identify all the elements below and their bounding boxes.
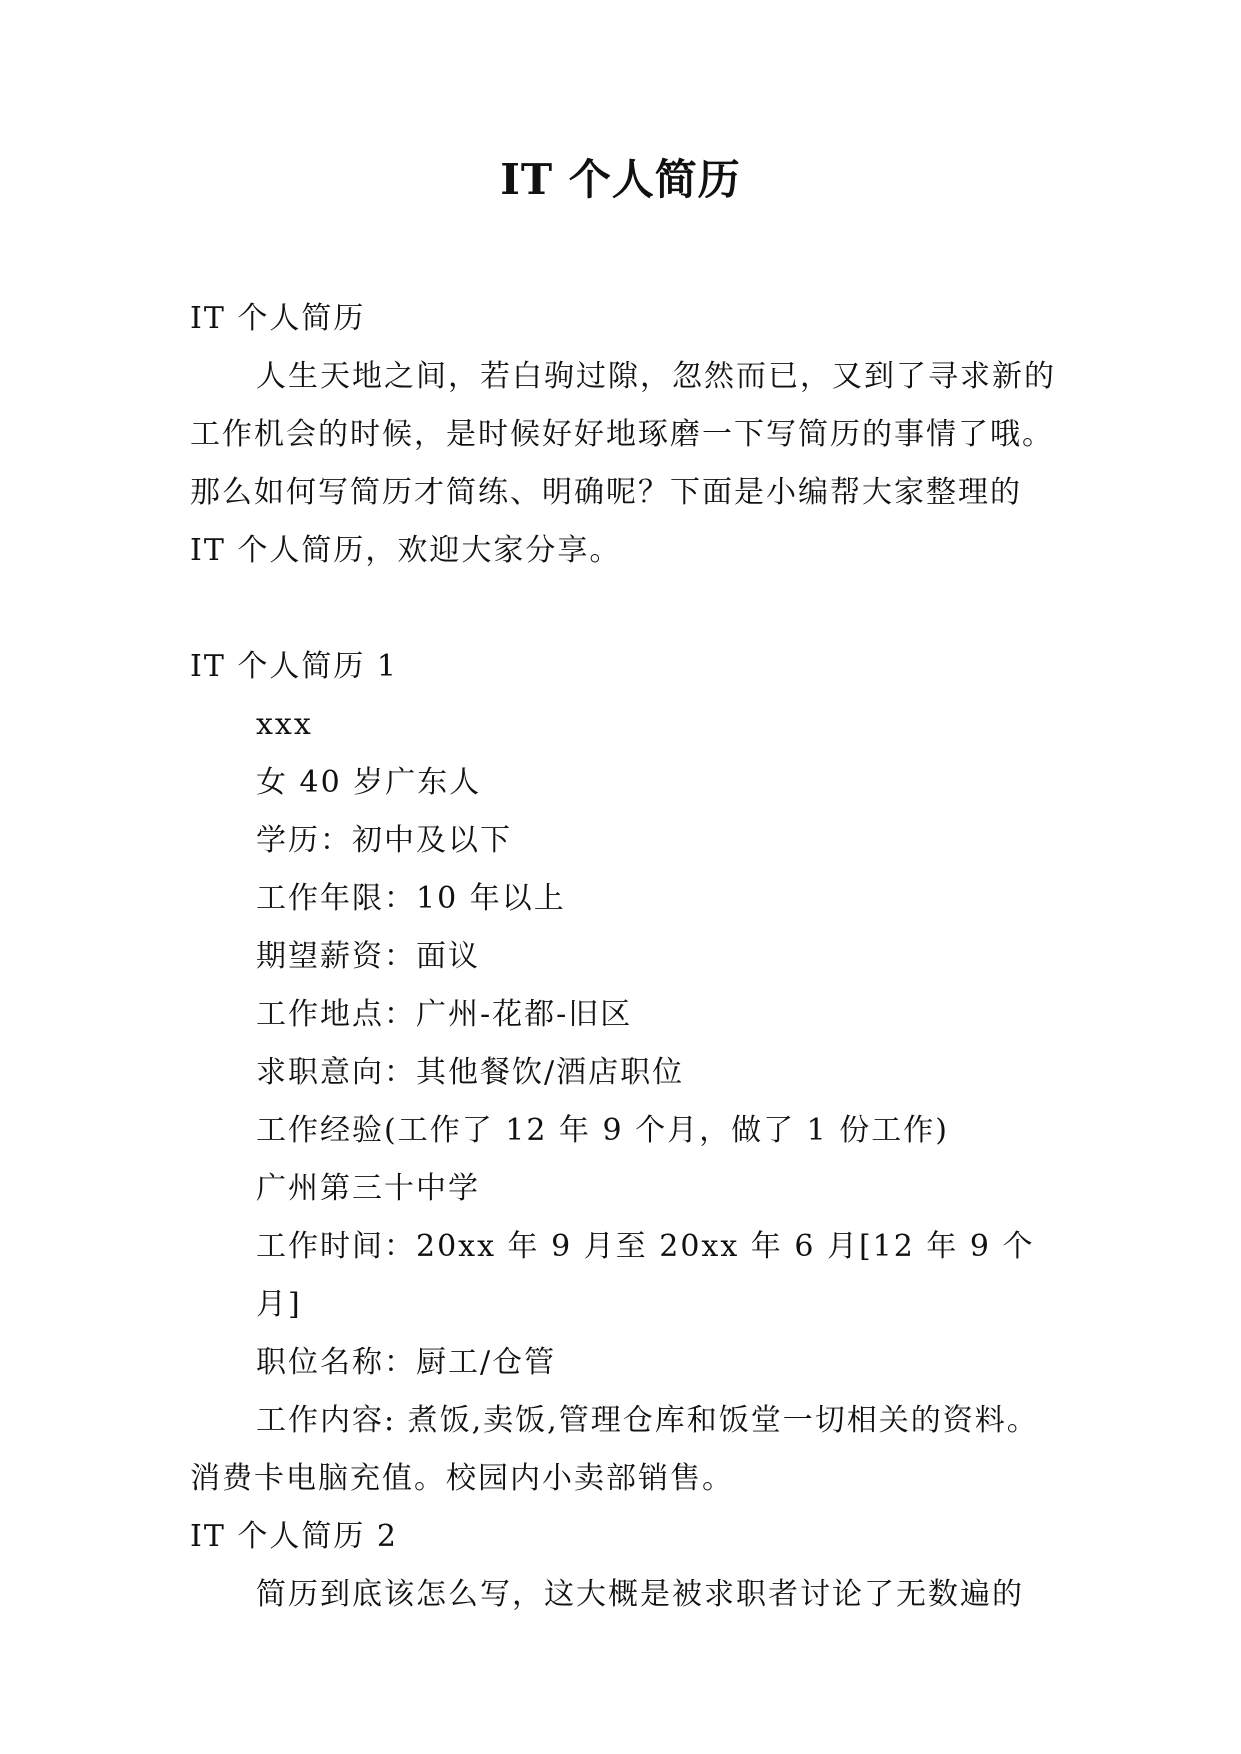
section-2-heading: IT 个人简历 2 [190, 1519, 399, 1554]
section-1-heading: IT 个人简历 1 [190, 649, 399, 684]
resume-education: 学历：初中及以下 [256, 823, 512, 858]
intro-paragraph: 人生天地之间，若白驹过隙，忽然而已，又到了寻求新的工作机会的时候，是时候好好地琢磨一下写简历的事情了哦。那么如何写简历才简练、明确呢？下面是小编帮大家整理的 IT 个人简历，欢迎大家分享。 [190, 359, 1056, 568]
resume-basic-info: 女 40 岁广东人 [256, 765, 482, 800]
resume-work-experience: 工作经验(工作了 12 年 9 个月，做了 1 份工作) [256, 1113, 949, 1148]
resume-job-content: 工作内容: 煮饭,卖饭,管理仓库和饭堂一切相关的资料。消费卡电脑充值。校园内小卖部销售。 [190, 1403, 1039, 1496]
resume-name: xxx [256, 707, 313, 742]
resume-position: 职位名称：厨工/仓管 [256, 1345, 557, 1380]
resume-job-intention: 求职意向：其他餐饮/酒店职位 [256, 1055, 685, 1090]
resume-work-location: 工作地点：广州-花都-旧区 [256, 997, 633, 1032]
resume-work-period: 工作时间：20xx 年 9 月至 20xx 年 6 月[12 年 9 个月] [256, 1229, 1035, 1322]
intro-heading: IT 个人简历 [190, 301, 366, 336]
document-title: IT 个人简历 [500, 155, 741, 204]
resume-work-years: 工作年限：10 年以上 [256, 881, 566, 916]
section-2-paragraph: 简历到底该怎么写，这大概是被求职者讨论了无数遍的 [256, 1577, 1024, 1612]
resume-expected-salary: 期望薪资：面议 [256, 939, 480, 974]
document-body [190, 290, 1056, 1624]
resume-employer: 广州第三十中学 [256, 1171, 480, 1206]
